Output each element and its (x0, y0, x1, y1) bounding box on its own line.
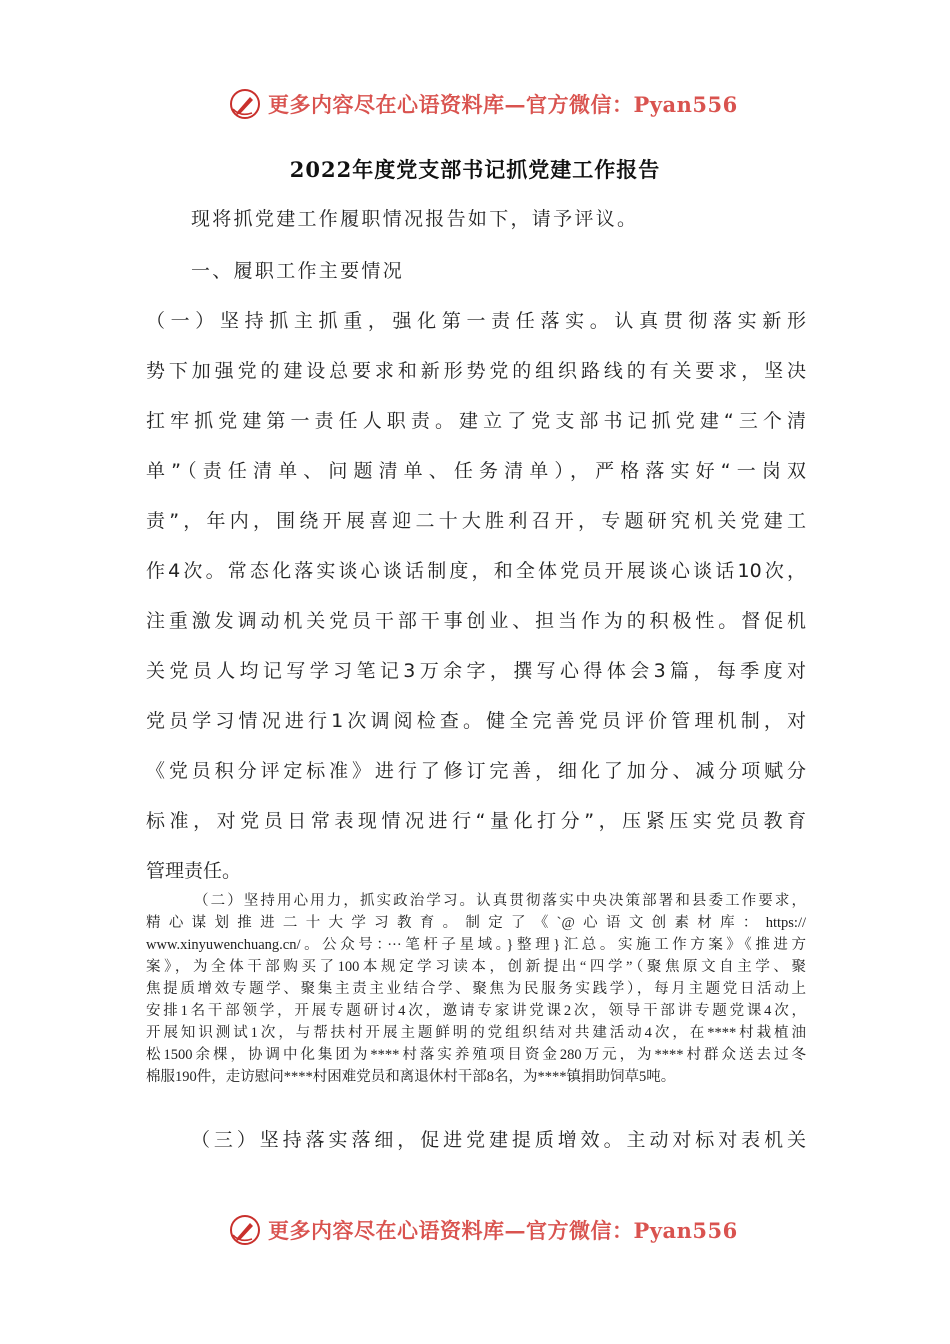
text-line: 责”，年内，围绕开展喜迎二十大胜利召开，专题研究机关党建工 (146, 510, 806, 532)
part-1-paragraph (146, 296, 806, 896)
text-line: 关党员人均记写学习笔记3万余字，撰写心得体会3篇，每季度对 (146, 660, 806, 682)
text-line: 松1500余棵，协调中化集团为****村落实养殖项目资金280万元，为****村群众送去过冬 (146, 1047, 806, 1063)
text-line: 案》，为全体干部购买了100本规定学习读本，创新提出“四学”（聚焦原文自主学、聚 (146, 959, 806, 975)
intro-paragraph: 现将抓党建工作履职情况报告如下，请予评议。 (191, 208, 639, 230)
part-2-paragraph (146, 890, 806, 1088)
text-line: 棉服190件，走访慰问****村困难党员和离退休村干部8名，为****镇捐助饲草5吨。 (146, 1069, 676, 1085)
text-line: 扛牢抓党建第一责任人职责。建立了党支部书记抓党建“三个清 (146, 410, 806, 432)
part-3-paragraph (146, 1115, 806, 1165)
document-title: 2022年度党支部书记抓党建工作报告 (289, 157, 661, 182)
section-heading: 一、履职工作主要情况 (191, 260, 405, 282)
text-line: 势下加强党的建设总要求和新形势党的组织路线的有关要求，坚决 (146, 360, 806, 382)
watermark-text: 更多内容尽在心语资料库—官方微信：Pyan556 (268, 1218, 738, 1243)
text-line: 标准，对党员日常表现情况进行“量化打分”，压紧压实党员教育 (146, 810, 806, 832)
text-line: 焦提质增效专题学、聚集主责主业结合学、聚焦为民服务实践学），每月主题党日活动上 (146, 981, 806, 997)
text-line: 作4次。常态化落实谈心谈话制度，和全体党员开展谈心谈话10次， (146, 560, 806, 582)
watermark-text: 更多内容尽在心语资料库—官方微信：Pyan556 (268, 92, 738, 117)
watermark-header (228, 84, 738, 124)
text-line: 注重激发调动机关党员干部干事创业、担当作为的积极性。督促机 (146, 610, 806, 632)
text-line: 管理责任。 (146, 860, 242, 882)
text-line: 单”（责任清单、问题清单、任务清单），严格落实好“一岗双 (146, 460, 806, 482)
text-line: （二）坚持用心用力，抓实政治学习。认真贯彻落实中央决策部署和县委工作要求， (194, 893, 806, 909)
text-line: 《党员积分评定标准》进行了修订完善，细化了加分、减分项赋分 (146, 760, 806, 782)
text-line: 开展知识测试1次，与帮扶村开展主题鲜明的党组织结对共建活动4次，在****村栽植油 (146, 1025, 806, 1041)
text-line: （三）坚持落实落细，促进党建提质增效。主动对标对表机关 (191, 1129, 806, 1151)
watermark-footer (228, 1210, 738, 1250)
text-line: www.xinyuwenchuang.cn/。公众号：···笔杆子星域。}整理}汇总。实施工作方案》《推进方 (146, 937, 806, 953)
text-line: 党员学习情况进行1次调阅检查。健全完善党员评价管理机制，对 (146, 710, 806, 732)
text-line: 安排1名干部领学，开展专题研讨4次，邀请专家讲党课2次，领导干部讲专题党课4次， (146, 1003, 806, 1019)
pen-logo-icon (228, 1213, 262, 1247)
pen-logo-icon (228, 87, 262, 121)
text-line: （一）坚持抓主抓重，强化第一责任落实。认真贯彻落实新形 (146, 310, 806, 332)
text-line: 精心谋划推进二十大学习教育。制定了《`@心语文创素材库：https:// (146, 915, 806, 931)
